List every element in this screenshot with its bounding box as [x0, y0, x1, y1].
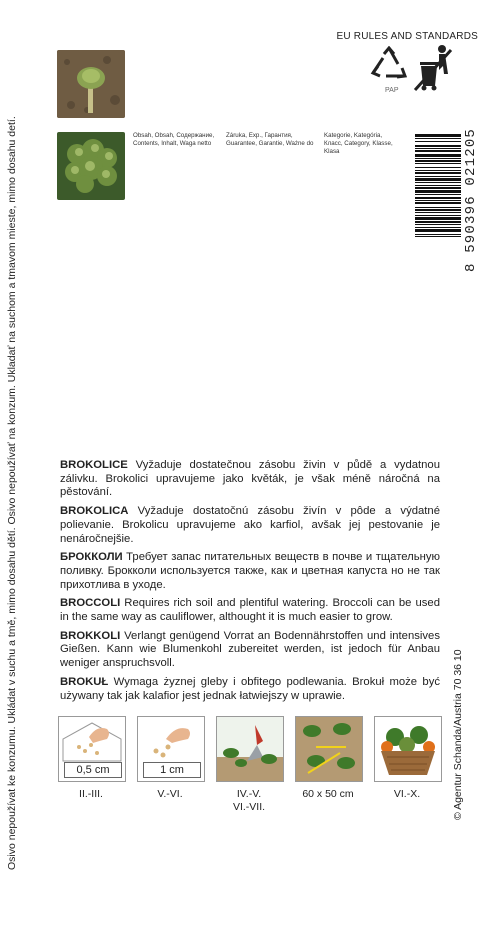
description-title: BROKKOLI	[60, 629, 121, 642]
description-title: БРОККОЛИ	[60, 551, 123, 564]
category-info: Kategorie, Kategória, Класс, Category, Klasse, Klasa	[324, 132, 393, 155]
barcode-bar	[415, 176, 461, 177]
trash-bin-icon	[413, 44, 453, 92]
barcode-bar	[415, 148, 461, 149]
barcode-bar	[415, 187, 461, 189]
description-paragraph	[60, 505, 440, 546]
description-title: BROCCOLI	[60, 597, 121, 610]
barcode-bar	[415, 217, 461, 220]
description-text: Vyžaduje dostatečnou zásobu živin v půdě a vydatnou zálivku. Brokolici upravujeme jako květák, je však méně náročná na pěstování.	[60, 459, 440, 499]
barcode	[415, 134, 461, 264]
step-caption: IV.-V. VI.-VII.	[232, 788, 266, 813]
barcode-bar	[415, 215, 461, 216]
barcode-bar	[415, 190, 461, 193]
description-text: Verlangt genügend Vorrat an Bodennährstoffen und intensives Gießen. Kann wie Blumenkohl zubereitet werden, ist jedoch für Anbau weniger anspruchsvoll.	[60, 629, 440, 670]
step-caption: II.-III.	[79, 788, 103, 800]
barcode-bar	[415, 178, 461, 181]
barcode-bar	[415, 150, 461, 152]
depth-label: 0,5 cm	[64, 762, 122, 778]
spacing-icon	[296, 717, 362, 781]
barcode-bar	[415, 229, 461, 232]
barcode-bar	[415, 234, 461, 235]
barcode-bar	[415, 202, 461, 204]
barcode-bar	[415, 167, 461, 168]
step-caption: V.-VI.	[157, 788, 183, 800]
sowing-steps	[58, 716, 441, 780]
pap-label: PAP	[385, 87, 399, 94]
step-caption: VI.-X.	[393, 788, 421, 800]
barcode-bar	[415, 197, 461, 199]
barcode-bar	[415, 172, 461, 174]
barcode-bar	[415, 182, 461, 183]
description-title: BROKUŁ	[60, 675, 109, 688]
storage-warning-text: Osivo nepoužívat ke konzumu. Ukládat v suchu a tmě, mimo dosahu dětí. Osivo nepoužívať na konzum. Ukladať na suchom a tmavom mieste, mimo dosahu detí.	[6, 116, 18, 870]
description-title: BROKOLICE	[60, 459, 128, 471]
vegetable-basket-icon	[375, 717, 441, 781]
barcode-bar	[415, 194, 461, 195]
step-caption: 60 x 50 cm	[302, 788, 354, 800]
barcode-bar	[415, 145, 461, 147]
description-paragraph	[60, 459, 440, 500]
broccoli-photo	[57, 132, 125, 200]
copyright-text: © Agentur Schanda/Austria 70 36 10	[452, 649, 464, 820]
barcode-bar	[415, 227, 461, 228]
step-sowing-deep	[137, 716, 205, 782]
step-spacing	[295, 716, 363, 782]
barcode-bar	[415, 170, 461, 171]
barcode-bar	[415, 224, 461, 225]
barcode-bar	[415, 207, 461, 208]
guarantee-info: Záruka, Exp., Гарантия, Guarantee, Garantie, Ważne do	[226, 132, 314, 147]
barcode-bar	[415, 221, 461, 223]
barcode-bar	[415, 158, 461, 159]
description-text: Requires rich soil and plentiful watering. Broccoli can be used in the same way as cauliflower, althought it is much easier to grow.	[60, 597, 440, 624]
descriptions	[60, 459, 440, 708]
step-harvest	[374, 716, 442, 782]
barcode-bar	[415, 163, 461, 164]
barcode-bar	[415, 212, 461, 213]
description-text: Vyžaduje dostatočnú zásobu živín v pôde a výdatné polievanie. Brokolicu upravujeme ako karfiol, avšak jej pestovanie je nenáročnejšie.	[60, 505, 440, 545]
description-title: BROKOLICA	[60, 505, 129, 518]
depth-label: 1 cm	[143, 762, 201, 778]
description-paragraph	[60, 551, 440, 592]
description-paragraph	[60, 597, 440, 624]
barcode-bar	[415, 185, 461, 186]
barcode-digits: 8 590396 021205	[463, 127, 479, 272]
description-text: Требует запас питательных веществ в почве и тщательную поливку. Брокколи используется также, как и цветная капуста но не так прихотлива в уходе.	[60, 551, 440, 591]
step-sowing-shallow	[58, 716, 126, 782]
trowel-seedling-icon	[217, 717, 283, 781]
barcode-bar	[415, 154, 461, 157]
barcode-bar	[415, 138, 461, 139]
recycle-icon	[370, 46, 408, 84]
description-paragraph	[60, 630, 440, 671]
description-text: Wymaga żyznej gleby i obfitego podlewania. Brokuł może być używany tak jak kalafior jest jednak łatwiejszy w uprawie.	[60, 675, 440, 702]
eu-rules-header: EU RULES AND STANDARDS	[336, 31, 478, 42]
barcode-bar	[415, 141, 461, 142]
contents-info: Obsah, Obsah, Содержание, Contents, Inhalt, Waga netto	[133, 132, 215, 147]
barcode-bar	[415, 134, 461, 137]
step-transplant	[216, 716, 284, 782]
barcode-bar	[415, 209, 461, 211]
barcode-bar	[415, 160, 461, 162]
seedling-photo	[57, 50, 125, 118]
barcode-bar	[415, 236, 461, 237]
description-paragraph	[60, 676, 440, 703]
barcode-bar	[415, 200, 461, 201]
